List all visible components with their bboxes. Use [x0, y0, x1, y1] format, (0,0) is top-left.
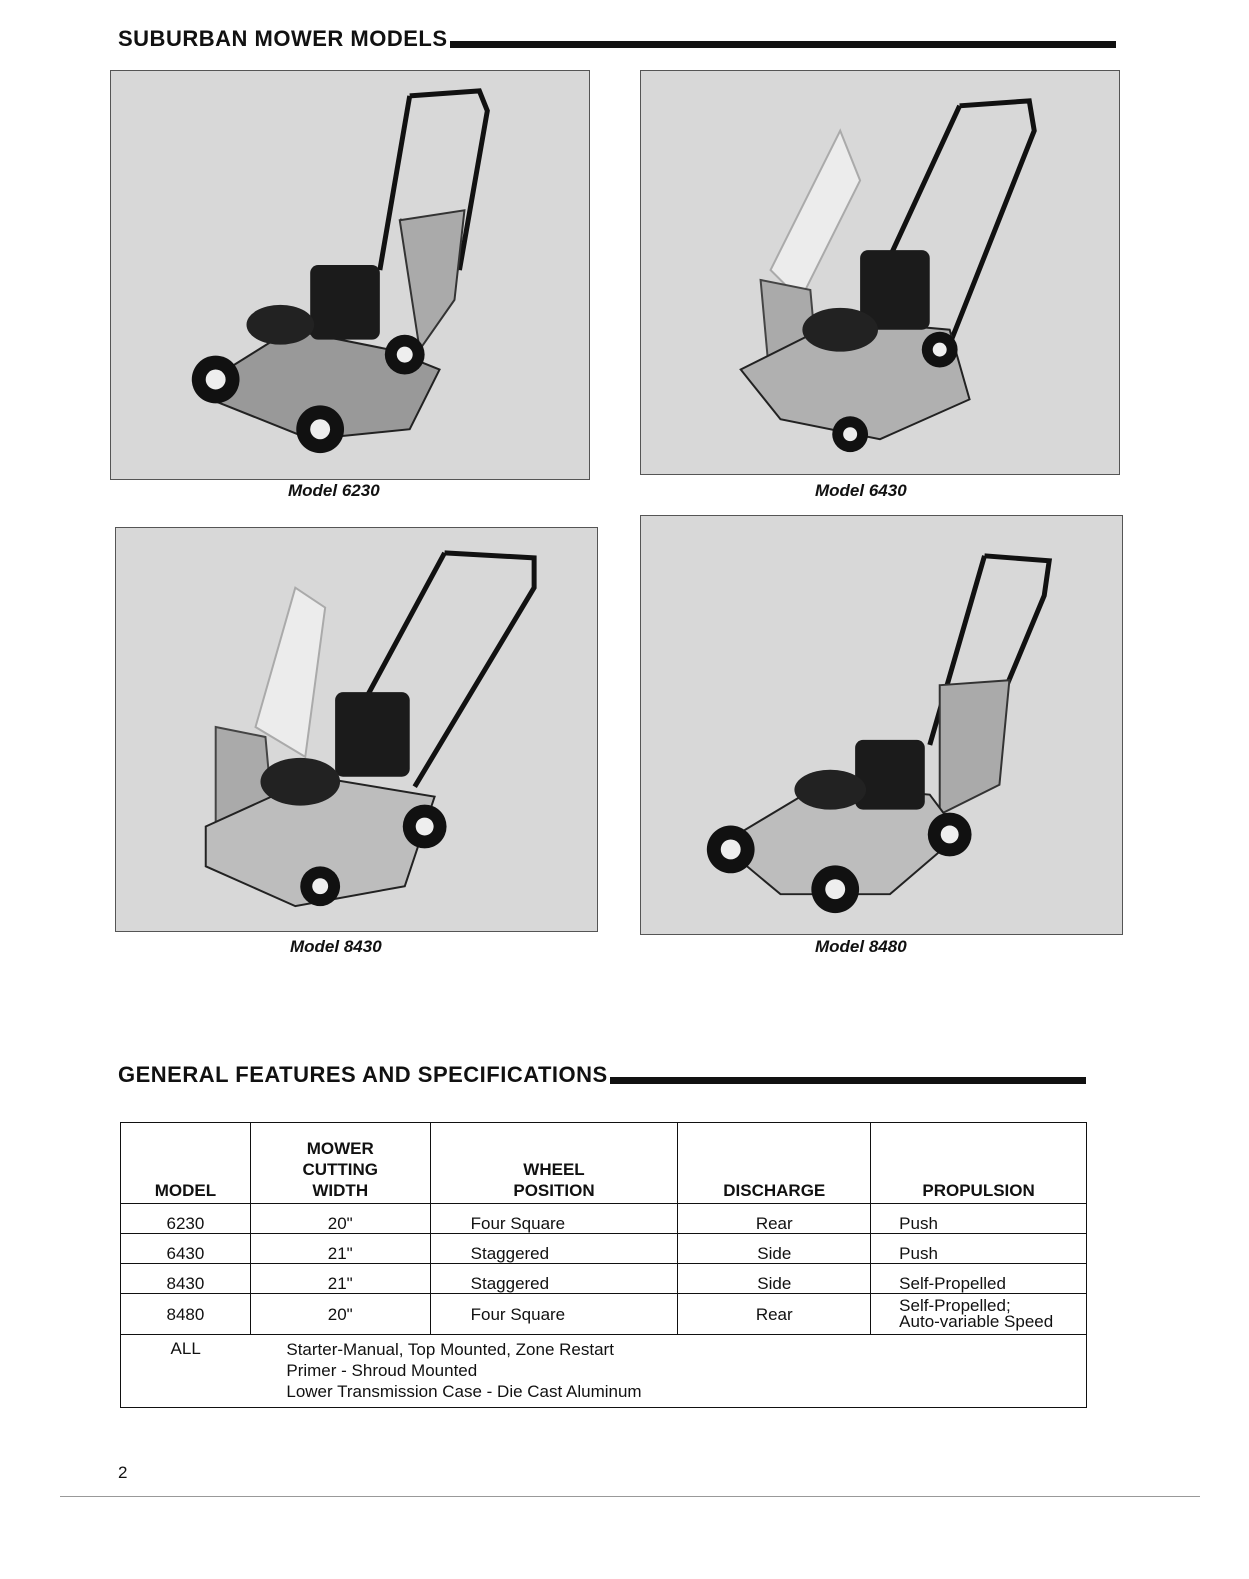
- cell-wheel: Staggered: [430, 1234, 678, 1264]
- mower-image: [116, 528, 597, 931]
- cell-propulsion: [871, 1294, 1087, 1335]
- section-title: GENERAL FEATURES AND SPECIFICATIONS: [118, 1062, 608, 1087]
- heading-rule: [610, 1077, 1086, 1084]
- table-row: [121, 1264, 1087, 1294]
- table-header-row: [121, 1123, 1087, 1204]
- mower-photo-model-8480: [640, 515, 1123, 935]
- photo-caption: Model 6430: [815, 481, 907, 500]
- feature-line: Lower Transmission Case - Die Cast Aluminum: [286, 1382, 642, 1401]
- cell-width: 20": [250, 1204, 430, 1234]
- header-model: MODEL: [121, 1123, 251, 1204]
- table-row: [121, 1204, 1087, 1234]
- propulsion-line: Auto-variable Speed: [899, 1312, 1054, 1331]
- mower-photo-model-6230: [110, 70, 590, 480]
- propulsion-line: Self-Propelled;: [899, 1296, 1011, 1315]
- cell-width: 20": [250, 1294, 430, 1335]
- section-heading-mower-models: [118, 28, 1116, 50]
- cell-discharge: Rear: [678, 1294, 871, 1335]
- header-line: CUTTING: [302, 1160, 379, 1179]
- cell-propulsion: Self-Propelled: [871, 1264, 1087, 1294]
- footer-rule: [60, 1496, 1200, 1497]
- photo-caption: Model 8480: [815, 937, 907, 956]
- photo-caption: Model 8430: [290, 937, 382, 956]
- cell-propulsion: Push: [871, 1234, 1087, 1264]
- cell-model: 8480: [121, 1294, 251, 1335]
- header-cutting-width: [250, 1123, 430, 1204]
- cell-discharge: Side: [678, 1264, 871, 1294]
- cell-model: ALL: [121, 1335, 251, 1408]
- section-title: SUBURBAN MOWER MODELS: [118, 26, 448, 51]
- cell-model: 8430: [121, 1264, 251, 1294]
- header-line: POSITION: [513, 1181, 595, 1200]
- table-row: [121, 1234, 1087, 1264]
- mower-image: [641, 516, 1122, 934]
- header-propulsion: PROPULSION: [871, 1123, 1087, 1204]
- mower-image: [111, 71, 589, 479]
- cell-propulsion: Push: [871, 1204, 1087, 1234]
- cell-common-features: [250, 1335, 1086, 1408]
- header-wheel-position: [430, 1123, 678, 1204]
- specifications-table: [120, 1122, 1087, 1408]
- mower-image: [641, 71, 1119, 474]
- mower-photo-model-6430: [640, 70, 1120, 475]
- photo-caption: Model 6230: [288, 481, 380, 500]
- table-row-all-models: [121, 1335, 1087, 1408]
- cell-width: 21": [250, 1234, 430, 1264]
- cell-model: 6230: [121, 1204, 251, 1234]
- page-number: 2: [118, 1463, 128, 1482]
- header-line: MOWER: [306, 1139, 374, 1158]
- cell-model: 6430: [121, 1234, 251, 1264]
- cell-width: 21": [250, 1264, 430, 1294]
- header-line: WHEEL: [523, 1160, 585, 1179]
- header-line: WIDTH: [312, 1181, 369, 1200]
- heading-rule: [450, 41, 1117, 48]
- cell-wheel: Staggered: [430, 1264, 678, 1294]
- mower-photo-model-8430: [115, 527, 598, 932]
- cell-wheel: Four Square: [430, 1204, 678, 1234]
- header-discharge: DISCHARGE: [678, 1123, 871, 1204]
- feature-line: Primer - Shroud Mounted: [286, 1361, 478, 1380]
- cell-wheel: Four Square: [430, 1294, 678, 1335]
- cell-discharge: Rear: [678, 1204, 871, 1234]
- section-heading-specifications: [118, 1064, 1086, 1086]
- cell-discharge: Side: [678, 1234, 871, 1264]
- table-row: [121, 1294, 1087, 1335]
- feature-line: Starter-Manual, Top Mounted, Zone Restart: [286, 1340, 614, 1359]
